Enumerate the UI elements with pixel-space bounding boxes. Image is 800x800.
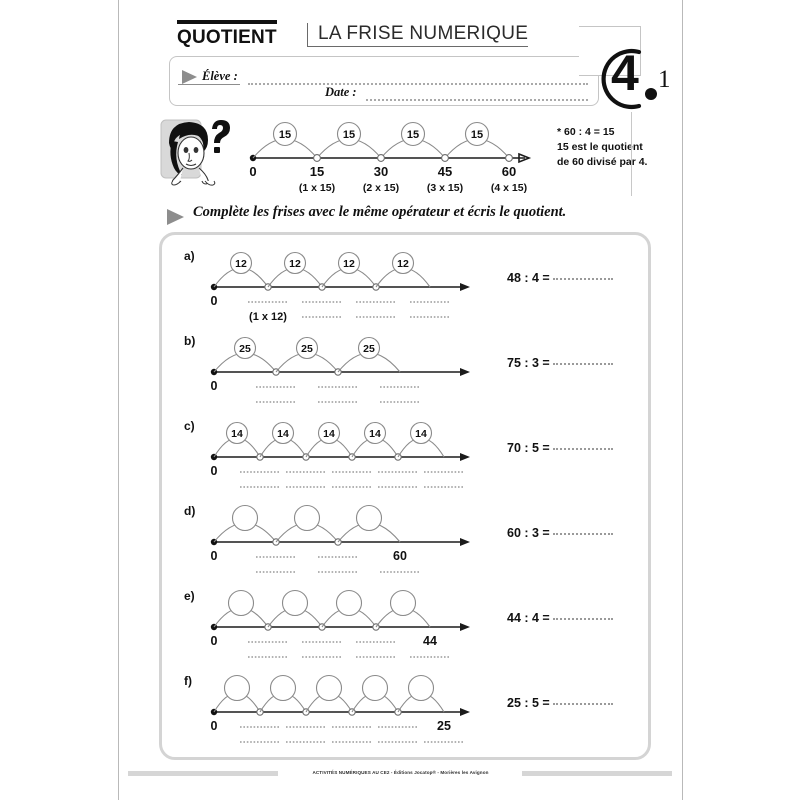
exercise-number-badge: [579, 26, 684, 118]
exercise-operator: 12: [235, 258, 247, 270]
example-note: [557, 125, 647, 171]
footer-credit: ACTIVITÉS NUMÉRIQUES AU CE2 - Éditions Jocatop® - Morières les Avignon: [312, 770, 489, 775]
exercise-answer-input[interactable]: [553, 269, 613, 280]
exercise-equation: [507, 439, 613, 455]
exercise-answer-input[interactable]: [553, 354, 613, 365]
exercise-operator: 12: [289, 258, 301, 270]
exercise-operator: 14: [323, 428, 335, 440]
exercise-row: [162, 666, 654, 751]
example-tick-detail: (2 x 15): [362, 182, 400, 194]
triangle-marker-icon: [167, 209, 184, 225]
exercise-equation: [507, 609, 613, 625]
example-number-line: [247, 112, 537, 198]
exercise-number-line[interactable]: [208, 326, 488, 411]
exercise-start-label: 0: [210, 379, 218, 393]
exercise-end-label: 60: [393, 549, 407, 563]
exercise-row: [162, 241, 654, 326]
exercise-operator: 25: [301, 343, 313, 355]
exercise-equation-text: 70 : 5 =: [507, 441, 550, 455]
mascot-illustration-icon: [159, 117, 239, 193]
exercise-operator: 14: [415, 428, 427, 440]
example-tick-detail: (3 x 15): [426, 182, 464, 194]
exercise-operator: 14: [369, 428, 381, 440]
instruction-row: [167, 204, 647, 230]
exercises-panel: [159, 232, 651, 760]
page-title: [177, 14, 647, 48]
exercise-end-label: 25: [437, 719, 451, 733]
student-name-input[interactable]: [248, 83, 588, 85]
example-block: [159, 112, 649, 198]
example-start-label: 0: [249, 164, 257, 179]
exercise-operator: 14: [277, 428, 289, 440]
exercise-row: [162, 496, 654, 581]
exercise-operator: 12: [397, 258, 409, 270]
exercise-operator: 25: [363, 343, 375, 355]
badge-number: 4: [611, 45, 639, 101]
exercise-operator: 12: [343, 258, 355, 270]
triangle-marker-icon: [182, 70, 197, 84]
exercise-label: a): [184, 249, 195, 263]
exercise-equation-text: 44 : 4 =: [507, 611, 550, 625]
badge-subnumber: 1: [658, 66, 671, 93]
example-tick-detail: (4 x 15): [490, 182, 528, 194]
example-tick-detail: (1 x 15): [298, 182, 336, 194]
exercise-row: [162, 411, 654, 496]
identity-box: [169, 56, 599, 106]
example-operator: 15: [470, 129, 484, 141]
title-subtitle: LA FRISE NUMERIQUE: [307, 23, 528, 47]
example-note-line1: * 60 : 4 = 15: [557, 126, 615, 138]
exercise-number-line[interactable]: [208, 411, 488, 496]
example-operator: 15: [342, 129, 356, 141]
label-underline: [178, 84, 240, 85]
exercise-start-label: 0: [210, 719, 218, 733]
example-tick-value: 45: [437, 164, 453, 179]
instruction-text: Complète les frises avec le même opérateur et écris le quotient.: [193, 204, 567, 220]
exercise-number-line[interactable]: [208, 666, 488, 751]
exercise-equation: [507, 694, 613, 710]
title-main: QUOTIENT: [177, 20, 277, 49]
exercise-first-detail: (1 x 12): [249, 311, 287, 323]
exercise-equation-text: 25 : 5 =: [507, 696, 550, 710]
example-note-line3: de 60 divisé par 4.: [557, 156, 648, 169]
example-tick-value: 30: [373, 164, 389, 179]
exercise-start-label: 0: [210, 549, 218, 563]
worksheet-sheet: [118, 0, 683, 800]
exercise-equation-text: 48 : 4 =: [507, 271, 550, 285]
exercise-answer-input[interactable]: [553, 524, 613, 535]
example-tick-value: 15: [309, 164, 325, 179]
exercise-label: c): [184, 419, 195, 433]
exercise-equation: [507, 269, 613, 285]
date-label: Date :: [325, 85, 357, 99]
date-input[interactable]: [366, 99, 588, 101]
badge-dot-icon: [645, 88, 657, 100]
exercise-label: b): [184, 334, 196, 348]
exercise-answer-input[interactable]: [553, 439, 613, 450]
student-label: Élève :: [202, 69, 238, 83]
exercise-number-line[interactable]: [208, 581, 488, 666]
note-divider: [631, 112, 632, 196]
exercise-label: f): [184, 674, 192, 688]
exercise-start-label: 0: [210, 294, 218, 308]
example-operator: 15: [278, 129, 292, 141]
exercise-label: e): [184, 589, 195, 603]
example-tick-value: 60: [501, 164, 517, 179]
exercise-answer-input[interactable]: [553, 694, 613, 705]
exercise-end-label: 44: [423, 634, 437, 648]
exercise-equation: [507, 354, 613, 370]
exercise-equation-text: 75 : 3 =: [507, 356, 550, 370]
exercise-answer-input[interactable]: [553, 609, 613, 620]
exercise-operator: 14: [231, 428, 243, 440]
exercise-operator: 25: [239, 343, 251, 355]
exercise-label: d): [184, 504, 196, 518]
exercise-row: [162, 581, 654, 666]
exercise-number-line[interactable]: [208, 496, 488, 581]
exercise-number-line[interactable]: [208, 241, 488, 326]
exercise-row: [162, 326, 654, 411]
example-note-line2: 15 est le quotient: [557, 141, 643, 154]
exercise-equation-text: 60 : 3 =: [507, 526, 550, 540]
exercise-start-label: 0: [210, 634, 218, 648]
exercise-start-label: 0: [210, 464, 218, 478]
exercise-equation: [507, 524, 613, 540]
example-operator: 15: [406, 129, 420, 141]
